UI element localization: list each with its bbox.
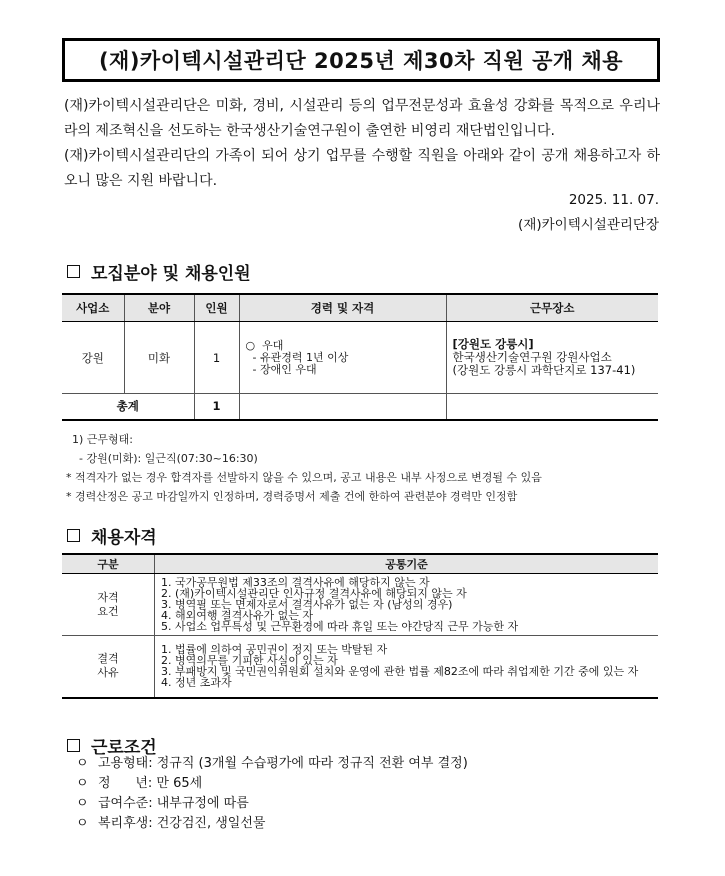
list-item: ㅇ 고용형태: 정규직 (3개월 수습평가에 따라 정규직 전환 여부 결정)	[76, 754, 468, 774]
table-header-row	[62, 294, 658, 322]
header-category: 구분	[62, 554, 155, 574]
recruitment-table	[62, 293, 658, 421]
list-item: ㅇ 복리후생: 건강검진, 생일선물	[76, 814, 468, 834]
cell-field: 미화	[124, 322, 194, 394]
header-count: 인원	[194, 294, 239, 322]
cell-count: 1	[194, 322, 239, 394]
signer: (재)카이텍시설관리단장	[518, 217, 659, 233]
work-conditions-list	[76, 754, 468, 834]
table-row-requirements	[62, 574, 658, 636]
header-field: 분야	[124, 294, 194, 322]
label-disqualifications: 결격 사유	[62, 636, 155, 698]
bullet-icon: ㅇ	[76, 816, 89, 831]
intro-paragraph-2: (재)카이텍시설관리단의 가족이 되어 상기 업무를 수행할 직원을 아래와 같이 공개 채용하고자 하오니 많은 지원 바랍니다.	[64, 148, 660, 189]
qualification-table	[62, 553, 658, 699]
section-qualification-heading: 채용자격	[67, 523, 157, 548]
bullet-icon: ㅇ	[76, 796, 89, 811]
intro-text	[64, 94, 660, 194]
table-header-row	[62, 554, 658, 574]
table-row-disqualifications	[62, 636, 658, 698]
date-block	[518, 188, 659, 238]
total-label: 총계	[62, 394, 194, 420]
disqualifications-list: 1. 법률에 의하여 공민권이 정지 또는 박탈된 자 2. 병역의무를 기피한 사실이 있는 자 3. 부패방지 및 국민권익위원회 설치와 운영에 관한 법률 제82조에 따라 취업제한 기간 중에 있는 자 4. 정년 초과자	[155, 636, 659, 698]
section-work-conditions-heading: 근로조건	[67, 733, 157, 758]
list-item: ㅇ 급여수준: 내부규정에 따름	[76, 794, 468, 814]
label-requirements: 자격 요건	[62, 574, 155, 636]
table-total-row	[62, 394, 658, 420]
cell-office: 강원	[62, 322, 124, 394]
intro-paragraph-1: (재)카이텍시설관리단은 미화, 경비, 시설관리 등의 업무전문성과 효율성 강화를 목적으로 우리나라의 제조혁신을 선도하는 한국생산기술연구원이 출연한 비영리 재단법인입니다.	[64, 98, 660, 139]
section-recruitment-heading: 모집분야 및 채용인원	[67, 259, 251, 284]
date: 2025. 11. 07.	[568, 192, 659, 208]
header-location: 근무장소	[446, 294, 658, 322]
page-title: (재)카이텍시설관리단 2025년 제30차 직원 공개 채용	[62, 38, 660, 82]
list-item: ㅇ 정 년: 만 65세	[76, 774, 468, 794]
checkbox-square-icon	[67, 265, 80, 278]
cell-qualification: ○ 우대 - 유관경력 1년 이상 - 장애인 우대	[239, 322, 446, 394]
table-row	[62, 322, 658, 394]
header-qualification: 경력 및 자격	[239, 294, 446, 322]
checkbox-square-icon	[67, 739, 80, 752]
bullet-icon: ㅇ	[76, 776, 89, 791]
total-count: 1	[194, 394, 239, 420]
header-common-criteria: 공통기준	[155, 554, 659, 574]
recruitment-notes: 1) 근무형태: - 강원(미화): 일근직(07:30~16:30) * 적격자가 없는 경우 합격자를 선발하지 않을 수 있으며, 공고 내용은 내부 사정으로 변경될 수 있음 * 경력산정은 공고 마감일까지 인정하며, 경력증명서 제출 건에 한하여 관련분야 경력만 인정함	[66, 433, 542, 503]
bullet-icon: ㅇ	[76, 756, 89, 771]
cell-location: [강원도 강릉시] 한국생산기술연구원 강원사업소 (강원도 강릉시 과학단지로 137-41)	[446, 322, 658, 394]
header-office: 사업소	[62, 294, 124, 322]
checkbox-square-icon	[67, 529, 80, 542]
requirements-list: 1. 국가공무원법 제33조의 결격사유에 해당하지 않는 자 2. (재)카이텍시설관리단 인사규정 결격사유에 해당되지 않는 자 3. 병역필 또는 면제자로서 결격사유가 없는 자 (남성의 경우) 4. 해외여행 결격사유가 없는 자 5. 사업소 업무특성 및 근무환경에 따라 휴일 또는 야간당직 근무 가능한 자	[155, 574, 659, 636]
